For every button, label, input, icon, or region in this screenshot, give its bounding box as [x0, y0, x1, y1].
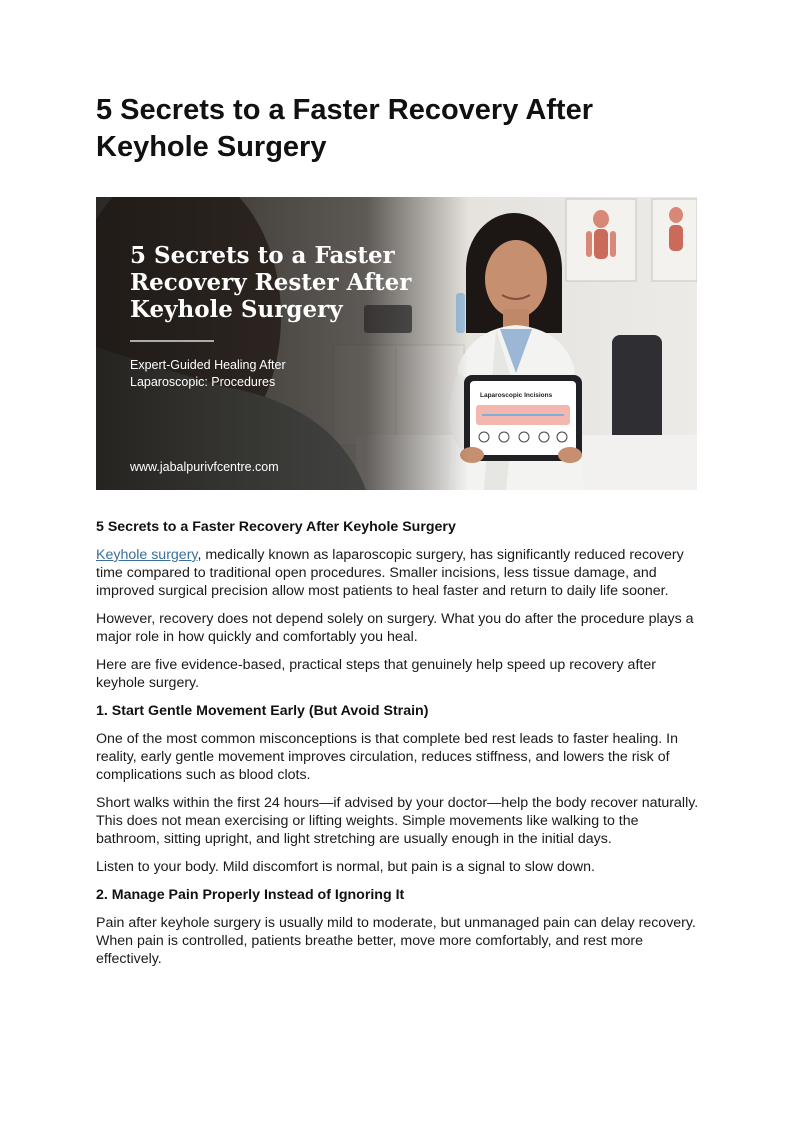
hero-subtitle-line-1: Expert-Guided Healing After — [130, 358, 286, 372]
hero-illustration — [96, 197, 697, 490]
keyhole-surgery-link[interactable]: Keyhole surgery — [96, 547, 198, 563]
paragraph-3: Here are five evidence-based, practical steps that genuinely help speed up recovery after keyhole surgery. — [96, 657, 656, 691]
section-1-paragraph-1: One of the most common misconceptions is that complete bed rest leads to faster healing. In reality, early gentle movement improves circulation, reduces stiffness, and lowers the risk of complications such as blood clots. — [96, 731, 678, 783]
article-body — [96, 518, 700, 978]
tablet-title: Laparoscopic Incisions — [480, 392, 553, 399]
article-title: 5 Secrets to a Faster Recovery After Keyhole Surgery — [96, 94, 593, 163]
paragraph-2: However, recovery does not depend solely on surgery. What you do after the procedure plays a major role in how quickly and comfortably you heal. — [96, 611, 694, 645]
hero-heading-line-2: Recovery Rester After — [130, 269, 412, 296]
section-1-paragraph-3: Listen to your body. Mild discomfort is normal, but pain is a signal to slow down. — [96, 859, 595, 875]
hero-subtitle-line-2: Laparoscopic: Procedures — [130, 375, 276, 389]
hero-heading-line-3: Keyhole Surgery — [130, 296, 343, 323]
article-heading: 5 Secrets to a Faster Recovery After Keyhole Surgery — [96, 519, 456, 535]
section-1-paragraph-2: Short walks within the first 24 hours—if advised by your doctor—help the body recover naturally. This does not mean exercising or lifting weights. Simple movements like walking to the bathroom, sitting upright, and light stretching are usually enough in the initial days. — [96, 795, 699, 847]
intro-text: , medically known as laparoscopic surgery, has significantly reduced recovery time compared to traditional open procedures. Smaller incisions, less tissue damage, and improved surgical precision allow most patients to heal faster and return to daily life sooner. — [96, 547, 684, 599]
hero-image — [96, 197, 697, 490]
hero-website: www.jabalpurivfcentre.com — [130, 460, 279, 474]
hero-heading-line-1: 5 Secrets to a Faster — [130, 242, 395, 269]
intro-paragraph — [96, 546, 700, 600]
section-2-heading: 2. Manage Pain Properly Instead of Ignoring It — [96, 887, 405, 903]
section-2-paragraph-1: Pain after keyhole surgery is usually mild to moderate, but unmanaged pain can delay recovery. When pain is controlled, patients breathe better, move more comfortably, and rest more effectively. — [96, 915, 696, 967]
section-1-heading: 1. Start Gentle Movement Early (But Avoid Strain) — [96, 703, 429, 719]
